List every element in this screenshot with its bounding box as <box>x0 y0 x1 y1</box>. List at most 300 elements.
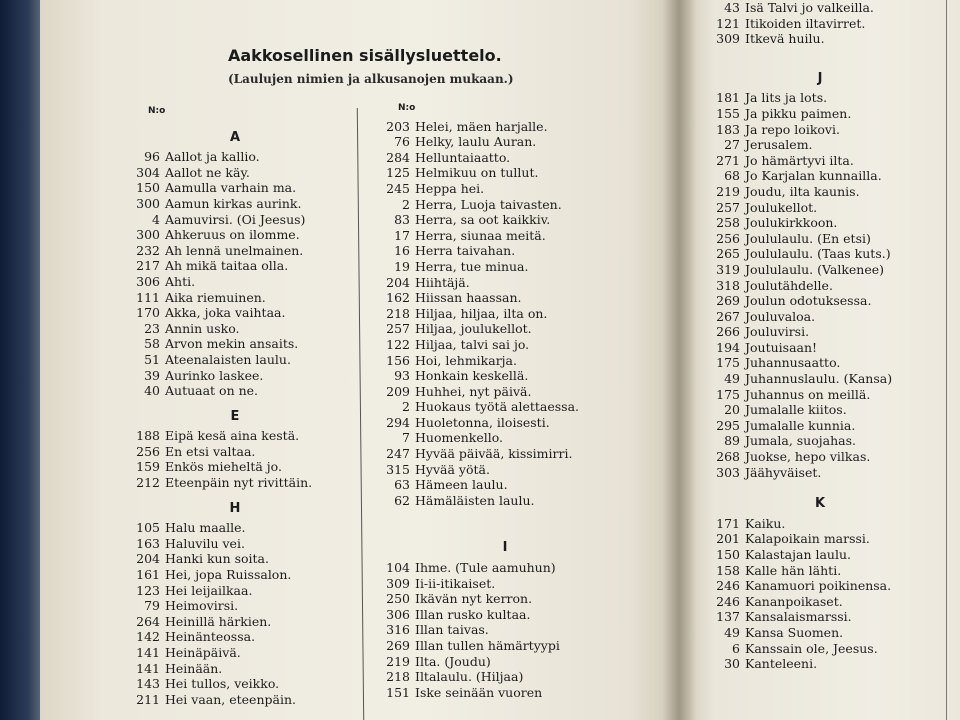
index-entry <box>370 119 640 135</box>
song-title: Ah mikä taitaa olla. <box>165 258 289 274</box>
index-entry <box>120 243 350 259</box>
song-number: 89 <box>724 433 740 449</box>
index-entry <box>700 578 940 594</box>
index-entry <box>120 551 350 567</box>
song-title: Kanteleeni. <box>745 656 818 672</box>
index-entry <box>700 246 940 262</box>
index-entry <box>700 465 940 481</box>
song-number: 256 <box>716 230 740 246</box>
song-number: 40 <box>144 383 160 399</box>
song-number: 194 <box>716 339 740 355</box>
song-title: Kananpoikaset. <box>745 593 843 609</box>
section-letter: E <box>230 408 240 424</box>
song-title: Eipä kesä aina kestä. <box>165 428 300 444</box>
index-entry <box>700 309 940 325</box>
song-title: Helluntaiaatto. <box>415 149 511 165</box>
song-title: Jäähyväiset. <box>745 464 822 480</box>
song-number: 2 <box>402 399 410 415</box>
song-number: 284 <box>386 149 410 165</box>
index-column-1 <box>120 100 350 707</box>
song-number: 83 <box>394 212 410 228</box>
index-entry <box>120 692 350 708</box>
song-number: 250 <box>386 591 410 607</box>
song-title: Joulukirkkoon. <box>745 215 838 231</box>
song-title: Iske seinään vuoren <box>415 684 543 700</box>
song-number: 175 <box>716 355 740 371</box>
song-number: 217 <box>136 258 160 274</box>
song-number: 295 <box>716 417 740 433</box>
index-entry <box>370 399 640 415</box>
section-spacer <box>700 480 940 486</box>
index-entry <box>120 459 350 475</box>
song-title: Aamun kirkas aurink. <box>165 195 302 211</box>
song-number: 212 <box>136 475 160 491</box>
song-title: Herra, siunaa meitä. <box>415 227 546 243</box>
song-number: 304 <box>136 164 160 180</box>
index-entry <box>120 676 350 692</box>
song-title: Annin usko. <box>165 320 240 336</box>
song-number: 183 <box>716 121 740 137</box>
song-title: Aallot ja kallio. <box>165 149 260 165</box>
section-spacer <box>370 508 640 530</box>
song-number: 271 <box>716 152 740 168</box>
index-entry <box>370 493 640 509</box>
song-number: 246 <box>716 593 740 609</box>
index-entry <box>700 355 940 371</box>
song-number: 232 <box>136 242 160 258</box>
index-entry <box>370 243 640 259</box>
song-title: Ja repo loikovi. <box>745 121 840 137</box>
song-number: 27 <box>724 137 740 153</box>
song-number: 125 <box>386 165 410 181</box>
song-number: 137 <box>716 609 740 625</box>
song-title: Joulukellot. <box>745 199 818 215</box>
song-title: Hyvää yötä. <box>415 461 490 477</box>
song-title: Hiljaa, talvi sai jo. <box>415 336 530 352</box>
index-entry <box>120 274 350 290</box>
index-entry <box>700 137 940 153</box>
index-entry <box>370 607 640 623</box>
index-entry <box>700 90 940 106</box>
index-entry <box>120 196 350 212</box>
index-entry <box>370 228 640 244</box>
index-column-3 <box>700 0 940 672</box>
song-number: 300 <box>136 195 160 211</box>
index-entry <box>700 16 940 32</box>
song-number: 219 <box>716 183 740 199</box>
song-title: Herra taivahan. <box>415 243 516 259</box>
index-entry <box>370 321 640 337</box>
song-number: 269 <box>386 638 410 653</box>
song-number: 76 <box>394 134 410 150</box>
index-entry <box>120 258 350 274</box>
song-title: Hyvää päivää, kissimirri. <box>415 446 573 462</box>
song-number: 218 <box>386 305 410 321</box>
index-entry <box>370 212 640 228</box>
song-title: Hei vaan, eteenpäin. <box>165 691 296 707</box>
song-number: 6 <box>732 640 740 656</box>
section-letter: H <box>229 500 241 516</box>
index-entry <box>370 368 640 384</box>
song-number: 294 <box>386 414 410 430</box>
song-title: Hiljaa, joulukellot. <box>415 321 532 337</box>
song-number: 181 <box>716 90 740 106</box>
index-entry <box>120 290 350 306</box>
index-entry <box>370 259 640 275</box>
song-number: 188 <box>136 428 160 444</box>
song-title: Joutuisaan! <box>745 339 818 355</box>
song-title: Ihme. (Tule aamuhun) <box>415 560 556 576</box>
song-title: Itkevä huilu. <box>745 31 825 47</box>
song-number: 319 <box>716 261 740 277</box>
index-entry <box>370 462 640 478</box>
song-title: Aika riemuinen. <box>165 289 266 305</box>
song-title: Aurinko laskee. <box>165 367 264 383</box>
index-entry <box>700 547 940 563</box>
index-entry <box>700 262 940 278</box>
index-entry <box>370 384 640 400</box>
song-title: Huhhei, nyt päivä. <box>415 383 532 399</box>
index-entry <box>120 598 350 614</box>
index-entry <box>120 165 350 181</box>
song-title: Eteenpäin nyt rivittäin. <box>165 475 313 491</box>
song-title: Herra, tue minua. <box>415 258 529 274</box>
song-title: Aamuvirsi. (Oi Jeesus) <box>165 211 306 227</box>
song-number: 111 <box>136 289 160 305</box>
song-title: Honkain keskellä. <box>415 368 529 384</box>
index-entry <box>700 293 940 309</box>
index-entry <box>370 275 640 291</box>
song-number: 315 <box>386 461 410 477</box>
index-column-2 <box>370 97 640 700</box>
index-entry <box>700 516 940 532</box>
index-entry <box>120 180 350 196</box>
song-title: Heinäpäivä. <box>165 645 241 660</box>
song-number: 49 <box>724 371 740 387</box>
song-title: Juhannus on meillä. <box>745 386 871 402</box>
index-entry <box>120 583 350 599</box>
song-number: 2 <box>402 196 410 212</box>
index-entry <box>120 536 350 552</box>
song-title: Jumala, suojahas. <box>745 433 856 449</box>
song-title: Herra, sa oot kaikkiv. <box>415 212 551 228</box>
song-title: Hiissan haassan. <box>415 290 522 306</box>
song-title: Juhannusaatto. <box>745 355 841 371</box>
song-number: 257 <box>386 321 410 337</box>
song-number: 105 <box>136 520 160 536</box>
song-number: 163 <box>136 535 160 551</box>
song-title: Isä Talvi jo valkeilla. <box>745 0 874 15</box>
song-number: 39 <box>144 367 160 383</box>
song-title: Kalastajan laulu. <box>745 547 852 562</box>
index-entry <box>700 563 940 579</box>
song-number: 58 <box>144 336 160 352</box>
index-entry <box>370 415 640 431</box>
song-number: 51 <box>144 351 160 367</box>
index-entry <box>120 567 350 583</box>
song-title: Ahkeruus on ilomme. <box>165 227 300 243</box>
song-number: 4 <box>152 211 160 227</box>
song-number: 121 <box>716 15 740 31</box>
song-title: Hanki kun soita. <box>165 551 269 567</box>
song-number: 17 <box>394 227 410 243</box>
song-title: Heinänteossa. <box>165 629 256 645</box>
index-entry <box>700 402 940 418</box>
song-title: Jumalalle kunnia. <box>745 417 856 433</box>
song-number: 122 <box>386 336 410 352</box>
song-number: 266 <box>716 324 740 340</box>
index-entry <box>120 321 350 337</box>
song-title: Heppa hei. <box>415 180 485 196</box>
song-title: Kansa Suomen. <box>745 624 844 640</box>
song-title: Joulun odotuksessa. <box>745 293 872 309</box>
index-entry <box>700 594 940 610</box>
section-letter: J <box>817 70 823 86</box>
index-entry <box>370 477 640 493</box>
song-title: Halu maalle. <box>165 520 246 536</box>
section-spacer <box>700 47 940 61</box>
index-entry <box>120 444 350 460</box>
book-gutter <box>662 0 696 720</box>
song-number: 245 <box>386 180 410 196</box>
song-title: Kansalaismarssi. <box>745 609 852 625</box>
index-entry <box>370 353 640 369</box>
song-number: 19 <box>394 258 410 274</box>
song-title: Illan taivas. <box>415 622 489 638</box>
song-number: 258 <box>716 215 740 231</box>
page-title: Aakkosellinen sisällysluettelo. <box>228 46 502 65</box>
index-entry <box>120 645 350 661</box>
song-number: 247 <box>386 446 410 462</box>
song-number: 96 <box>144 149 160 165</box>
number-column-label: N:o <box>398 103 416 113</box>
song-title: Kaiku. <box>745 515 786 531</box>
index-entry <box>700 31 940 47</box>
song-title: Hiljaa, hiljaa, ilta on. <box>415 305 548 321</box>
song-number: 151 <box>386 684 410 700</box>
song-title: Ii-ii-itikaiset. <box>415 575 496 591</box>
song-title: Hei leijailkaa. <box>165 582 253 598</box>
index-entry <box>370 165 640 181</box>
index-entry <box>370 181 640 197</box>
song-title: Itikoiden iltavirret. <box>745 15 866 31</box>
index-entry <box>700 387 940 403</box>
song-title: Jumalalle kiitos. <box>745 402 847 418</box>
song-title: Heimovirsi. <box>165 598 239 614</box>
song-number: 204 <box>386 274 410 290</box>
song-title: Kanamuori poikinensa. <box>745 578 892 594</box>
song-number: 303 <box>716 464 740 480</box>
index-entry <box>120 383 350 399</box>
index-entry <box>700 324 940 340</box>
song-title: Iltalaulu. (Hiljaa) <box>415 669 524 685</box>
index-entry <box>120 305 350 321</box>
index-entry <box>370 591 640 607</box>
song-number: 265 <box>716 246 740 262</box>
song-number: 203 <box>386 118 410 134</box>
song-title: Huokaus työtä alettaessa. <box>415 399 580 415</box>
index-entry <box>120 352 350 368</box>
index-entry <box>120 149 350 165</box>
page-subtitle: (Laulujen nimien ja alkusanojen mukaan.) <box>228 72 514 86</box>
song-title: Jouluvirsi. <box>745 324 810 340</box>
song-title: Joudu, ilta kaunis. <box>745 183 860 199</box>
index-entry <box>120 212 350 228</box>
index-entry <box>120 629 350 645</box>
song-title: Hei, jopa Ruissalon. <box>165 567 292 583</box>
index-entry <box>120 336 350 352</box>
index-entry <box>120 475 350 491</box>
song-title: Jo hämärtyvi ilta. <box>745 152 854 168</box>
index-entry <box>700 449 940 465</box>
number-column-label: N:o <box>148 106 166 116</box>
song-title: Arvon mekin ansaits. <box>165 336 299 352</box>
index-entry <box>700 625 940 641</box>
song-number: 306 <box>136 273 160 289</box>
song-number: 267 <box>716 308 740 324</box>
song-number: 143 <box>136 676 160 692</box>
song-title: Juhannuslaulu. (Kansa) <box>745 371 893 387</box>
song-title: Kanssain ole, Jeesus. <box>745 640 878 656</box>
song-number: 158 <box>716 562 740 578</box>
index-entry <box>370 685 640 701</box>
index-entry <box>700 106 940 122</box>
song-number: 93 <box>394 368 410 384</box>
song-number: 218 <box>386 669 410 685</box>
song-number: 150 <box>716 547 740 562</box>
song-title: Enkös mieheltä jo. <box>165 459 282 475</box>
song-title: Ateenalaisten laulu. <box>165 351 291 367</box>
index-entry <box>370 306 640 322</box>
song-title: Hämeen laulu. <box>415 477 508 493</box>
index-entry <box>120 227 350 243</box>
song-number: 79 <box>144 598 160 614</box>
song-title: Heinillä härkien. <box>165 613 272 629</box>
song-number: 256 <box>136 443 160 459</box>
song-title: Juokse, hepo vilkas. <box>745 449 871 465</box>
index-entry <box>700 215 940 231</box>
song-title: Hämäläisten laulu. <box>415 492 535 508</box>
song-number: 161 <box>136 567 160 583</box>
song-title: Kalle hän lähti. <box>745 562 842 578</box>
index-entry <box>120 368 350 384</box>
song-title: Kalapoikain marssi. <box>745 531 870 547</box>
index-entry <box>370 430 640 446</box>
section-letter: I <box>502 540 508 556</box>
song-number: 219 <box>386 653 410 669</box>
right-margin-rule <box>946 0 947 720</box>
song-number: 306 <box>386 606 410 622</box>
song-title: Hiihtäjä. <box>415 274 470 290</box>
index-entry <box>700 433 940 449</box>
song-title: Hoi, lehmikarja. <box>415 352 517 368</box>
song-number: 175 <box>716 386 740 402</box>
song-title: Illan rusko kultaa. <box>415 606 531 622</box>
song-number: 49 <box>724 624 740 640</box>
song-title: Haluvilu vei. <box>165 535 245 551</box>
song-number: 7 <box>402 430 410 446</box>
index-entry <box>700 122 940 138</box>
index-entry <box>700 340 940 356</box>
song-number: 201 <box>716 531 740 547</box>
song-title: En etsi valtaa. <box>165 443 256 459</box>
song-number: 63 <box>394 477 410 493</box>
song-number: 300 <box>136 227 160 243</box>
song-title: Helmikuu on tullut. <box>415 165 539 181</box>
song-title: Aamulla varhain ma. <box>165 180 297 196</box>
song-number: 316 <box>386 622 410 638</box>
index-entry <box>700 153 940 169</box>
song-title: Jerusalem. <box>745 137 813 153</box>
song-title: Illan tullen hämärtyypi <box>415 638 560 653</box>
song-number: 269 <box>716 293 740 309</box>
section-letter: K <box>814 496 826 512</box>
song-number: 162 <box>386 290 410 306</box>
song-title: Ja lits ja lots. <box>745 90 828 106</box>
song-number: 171 <box>716 515 740 531</box>
index-entry <box>700 168 940 184</box>
song-title: Joululaulu. (Valkenee) <box>745 261 885 277</box>
index-entry <box>370 290 640 306</box>
song-title: Jouluvaloa. <box>745 308 816 324</box>
song-number: 104 <box>386 560 410 576</box>
song-number: 23 <box>144 320 160 336</box>
song-number: 43 <box>724 0 740 15</box>
index-entry <box>370 446 640 462</box>
song-number: 155 <box>716 105 740 121</box>
index-entry <box>700 200 940 216</box>
song-title: Huoletonna, iloisesti. <box>415 414 550 430</box>
index-entry <box>120 520 350 536</box>
song-title: Herra, Luoja taivasten. <box>415 196 562 212</box>
song-title: Ahti. <box>165 273 196 289</box>
song-title: Joululaulu. (Taas kuts.) <box>745 246 891 262</box>
index-entry <box>370 337 640 353</box>
song-number: 204 <box>136 551 160 567</box>
index-entry <box>370 560 640 576</box>
song-number: 268 <box>716 449 740 465</box>
song-title: Heinään. <box>165 660 223 676</box>
song-number: 142 <box>136 629 160 645</box>
song-number: 62 <box>394 492 410 508</box>
index-entry <box>700 371 940 387</box>
song-number: 209 <box>386 383 410 399</box>
index-entry <box>370 669 640 685</box>
song-title: Helky, laulu Auran. <box>415 134 537 150</box>
song-title: Helei, mäen harjalle. <box>415 118 548 134</box>
index-entry <box>700 184 940 200</box>
index-entry <box>370 622 640 638</box>
song-number: 264 <box>136 613 160 629</box>
song-title: Ah lennä unelmainen. <box>165 242 304 258</box>
index-entry <box>370 150 640 166</box>
song-title: Joulutähdelle. <box>745 277 833 293</box>
index-entry <box>700 609 940 625</box>
song-title: Autuaat on ne. <box>165 383 259 399</box>
song-title: Akka, joka vaihtaa. <box>165 305 286 321</box>
index-entry <box>370 197 640 213</box>
song-title: Ilta. (Joudu) <box>415 653 491 669</box>
index-entry <box>700 418 940 434</box>
index-entry <box>370 134 640 150</box>
index-entry <box>700 231 940 247</box>
song-title: Ja pikku paimen. <box>745 105 852 121</box>
song-number: 123 <box>136 582 160 598</box>
index-entry <box>700 278 940 294</box>
song-title: Hei tullos, veikko. <box>165 676 280 692</box>
song-number: 141 <box>136 660 160 676</box>
song-title: Ikävän nyt kerron. <box>415 591 533 607</box>
